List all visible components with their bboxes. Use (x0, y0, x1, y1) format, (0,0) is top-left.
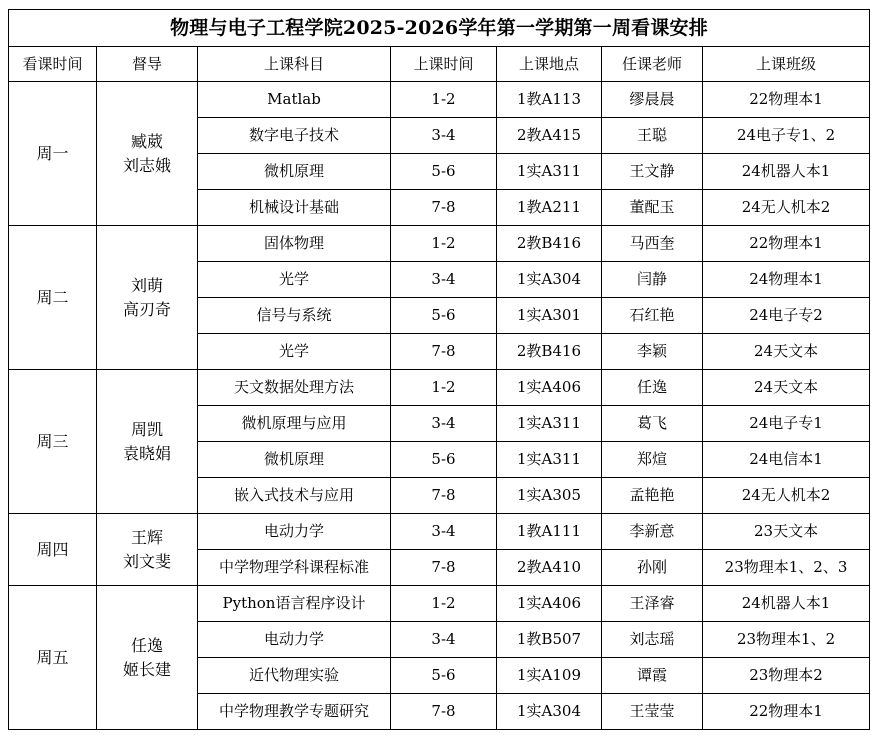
class-group-cell: 23物理本1、2、3 (703, 550, 870, 586)
table-row (9, 586, 870, 622)
class-group-cell: 24无人机本2 (703, 478, 870, 514)
class-group-cell: 22物理本1 (703, 226, 870, 262)
teacher-cell: 王文静 (602, 154, 703, 190)
subject-cell: 数字电子技术 (198, 118, 391, 154)
supervisor-cell: 王辉 刘文斐 (97, 514, 198, 586)
location-cell: 2教B416 (497, 226, 602, 262)
location-cell: 1实A311 (497, 442, 602, 478)
class-time-cell: 1-2 (391, 82, 497, 118)
day-cell: 周三 (9, 370, 97, 514)
header-subject: 上课科目 (198, 47, 391, 82)
class-time-cell: 3-4 (391, 622, 497, 658)
subject-cell: 机械设计基础 (198, 190, 391, 226)
class-group-cell: 24电子专1 (703, 406, 870, 442)
class-group-cell: 23物理本1、2 (703, 622, 870, 658)
class-group-cell: 24电子专1、2 (703, 118, 870, 154)
class-group-cell: 24物理本1 (703, 262, 870, 298)
location-cell: 1实A406 (497, 586, 602, 622)
teacher-cell: 李新意 (602, 514, 703, 550)
subject-cell: 微机原理 (198, 154, 391, 190)
location-cell: 1教A111 (497, 514, 602, 550)
class-group-cell: 24天文本 (703, 334, 870, 370)
teacher-cell: 缪晨晨 (602, 82, 703, 118)
supervisor-cell: 臧葳 刘志娥 (97, 82, 198, 226)
location-cell: 1实A311 (497, 154, 602, 190)
location-cell: 1实A304 (497, 262, 602, 298)
location-cell: 1实A109 (497, 658, 602, 694)
teacher-cell: 董配玉 (602, 190, 703, 226)
location-cell: 1实A301 (497, 298, 602, 334)
class-time-cell: 7-8 (391, 550, 497, 586)
teacher-cell: 王聪 (602, 118, 703, 154)
teacher-cell: 王泽睿 (602, 586, 703, 622)
class-time-cell: 5-6 (391, 442, 497, 478)
teacher-cell: 孟艳艳 (602, 478, 703, 514)
class-time-cell: 3-4 (391, 118, 497, 154)
class-group-cell: 23天文本 (703, 514, 870, 550)
teacher-cell: 郑煊 (602, 442, 703, 478)
class-group-cell: 24无人机本2 (703, 190, 870, 226)
location-cell: 2教B416 (497, 334, 602, 370)
teacher-cell: 李颖 (602, 334, 703, 370)
table-row (9, 370, 870, 406)
class-group-cell: 24机器人本1 (703, 154, 870, 190)
location-cell: 1教A113 (497, 82, 602, 118)
subject-cell: 固体物理 (198, 226, 391, 262)
teacher-cell: 王莹莹 (602, 694, 703, 730)
teacher-cell: 谭霞 (602, 658, 703, 694)
subject-cell: 微机原理与应用 (198, 406, 391, 442)
subject-cell: 天文数据处理方法 (198, 370, 391, 406)
subject-cell: 微机原理 (198, 442, 391, 478)
class-group-cell: 22物理本1 (703, 694, 870, 730)
class-group-cell: 24机器人本1 (703, 586, 870, 622)
class-time-cell: 1-2 (391, 226, 497, 262)
subject-cell: 电动力学 (198, 622, 391, 658)
location-cell: 1实A406 (497, 370, 602, 406)
teacher-cell: 刘志瑶 (602, 622, 703, 658)
subject-cell: 中学物理教学专题研究 (198, 694, 391, 730)
class-time-cell: 3-4 (391, 262, 497, 298)
location-cell: 1教A211 (497, 190, 602, 226)
class-time-cell: 7-8 (391, 694, 497, 730)
header-view-time: 看课时间 (9, 47, 97, 82)
location-cell: 2教A415 (497, 118, 602, 154)
class-time-cell: 3-4 (391, 406, 497, 442)
subject-cell: Python语言程序设计 (198, 586, 391, 622)
day-cell: 周二 (9, 226, 97, 370)
teacher-cell: 石红艳 (602, 298, 703, 334)
teacher-cell: 任逸 (602, 370, 703, 406)
teacher-cell: 马西奎 (602, 226, 703, 262)
table-row (9, 226, 870, 262)
header-class-time: 上课时间 (391, 47, 497, 82)
header-row (9, 47, 870, 82)
class-time-cell: 5-6 (391, 298, 497, 334)
subject-cell: 嵌入式技术与应用 (198, 478, 391, 514)
class-group-cell: 24天文本 (703, 370, 870, 406)
location-cell: 1实A305 (497, 478, 602, 514)
class-time-cell: 1-2 (391, 586, 497, 622)
supervisor-cell: 刘萌 高刃奇 (97, 226, 198, 370)
class-group-cell: 22物理本1 (703, 82, 870, 118)
location-cell: 1实A304 (497, 694, 602, 730)
subject-cell: 信号与系统 (198, 298, 391, 334)
location-cell: 1实A311 (497, 406, 602, 442)
location-cell: 2教A410 (497, 550, 602, 586)
class-time-cell: 7-8 (391, 478, 497, 514)
day-cell: 周五 (9, 586, 97, 730)
header-location: 上课地点 (497, 47, 602, 82)
teacher-cell: 葛飞 (602, 406, 703, 442)
table-title: 物理与电子工程学院2025-2026学年第一学期第一周看课安排 (9, 10, 870, 47)
header-class-group: 上课班级 (703, 47, 870, 82)
subject-cell: 光学 (198, 334, 391, 370)
table-row (9, 82, 870, 118)
class-group-cell: 24电子专2 (703, 298, 870, 334)
class-group-cell: 23物理本2 (703, 658, 870, 694)
day-cell: 周四 (9, 514, 97, 586)
schedule-table (8, 9, 870, 730)
class-group-cell: 24电信本1 (703, 442, 870, 478)
table-row (9, 514, 870, 550)
class-time-cell: 3-4 (391, 514, 497, 550)
class-time-cell: 7-8 (391, 190, 497, 226)
class-time-cell: 5-6 (391, 154, 497, 190)
subject-cell: 光学 (198, 262, 391, 298)
subject-cell: Matlab (198, 82, 391, 118)
header-supervisor: 督导 (97, 47, 198, 82)
header-teacher: 任课老师 (602, 47, 703, 82)
class-time-cell: 7-8 (391, 334, 497, 370)
subject-cell: 中学物理学科课程标准 (198, 550, 391, 586)
supervisor-cell: 任逸 姬长建 (97, 586, 198, 730)
teacher-cell: 闫静 (602, 262, 703, 298)
subject-cell: 近代物理实验 (198, 658, 391, 694)
teacher-cell: 孙刚 (602, 550, 703, 586)
class-time-cell: 5-6 (391, 658, 497, 694)
location-cell: 1教B507 (497, 622, 602, 658)
supervisor-cell: 周凯 袁晓娟 (97, 370, 198, 514)
class-time-cell: 1-2 (391, 370, 497, 406)
subject-cell: 电动力学 (198, 514, 391, 550)
day-cell: 周一 (9, 82, 97, 226)
